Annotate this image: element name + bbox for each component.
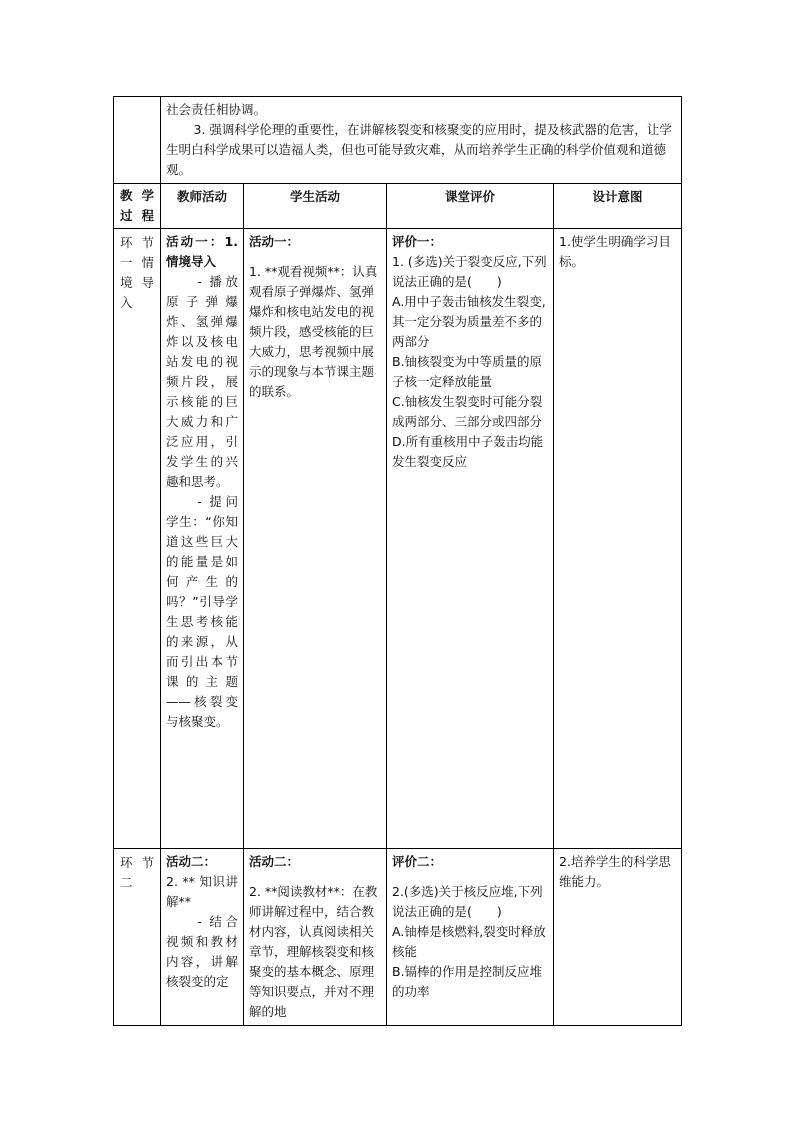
- teacher-activity-para: - 结合视频和教材内容，讲解核裂变的定: [166, 914, 238, 989]
- stage-name-1: 环节一情境导入: [114, 229, 161, 849]
- stage-row-2: [114, 849, 682, 1026]
- evaluation-2: [387, 849, 554, 1026]
- header-row: [114, 184, 682, 229]
- evaluation-option: A.用中子轰击铀核发生裂变,其一定分裂为质量差不多的两部分: [392, 294, 546, 349]
- stage-name-2: 环节二: [114, 849, 161, 1026]
- header-design: 设计意图: [554, 184, 682, 229]
- evaluation-option: C.铀核发生裂变时可能分裂成两部分、三部分或四部分: [392, 394, 543, 429]
- header-student: 学生活动: [244, 184, 387, 229]
- intro-line-2: 3. 强调科学伦理的重要性，在讲解核裂变和核聚变的应用时，提及核武器的危害，让学生明白科学成果可以造福人类，但也可能导致灾难，从而培养学生正确的科学价值观和道德观。: [166, 122, 672, 177]
- header-phase: 教学过程: [114, 184, 161, 229]
- evaluation-option: B.镉棒的作用是控制反应堆的功率: [392, 964, 543, 999]
- teacher-activity-title: 活动二：: [166, 854, 217, 869]
- stage-row-1: [114, 229, 682, 849]
- evaluation-title: 评价一：: [392, 234, 443, 249]
- evaluation-option: A.铀棒是核燃料,裂变时释放核能: [392, 924, 546, 959]
- teacher-activity-para: - 提问学生：“你知道这些巨大的能量是如何产生的吗？”引导学生思考核能的来源，从而引出本节课的主题——核裂变与核聚变。: [166, 494, 238, 729]
- evaluation-question: 2.(多选)关于核反应堆,下列说法正确的是( ): [392, 884, 543, 919]
- header-teacher: 教师活动: [161, 184, 244, 229]
- intro-row: [114, 97, 682, 184]
- student-activity-body: 1. **观看视频**：认真观看原子弹爆炸、氢弹爆炸和核电站发电的视频片段，感受核能的巨大威力，思考视频中展示的现象与本节课主题的联系。: [249, 264, 378, 399]
- evaluation-option: B.铀核裂变为中等质量的原子核一定释放能量: [392, 354, 543, 389]
- teacher-activity-title: 活动一：1. 情境导入: [166, 234, 238, 269]
- teacher-activity-1: [161, 229, 244, 849]
- teacher-activity-2: [161, 849, 244, 1026]
- student-activity-1: [244, 229, 387, 849]
- evaluation-1: [387, 229, 554, 849]
- evaluation-option: D.所有重核用中子轰击均能发生裂变反应: [392, 434, 544, 469]
- evaluation-title: 评价二：: [392, 854, 443, 869]
- intro-cell: [161, 97, 682, 184]
- lesson-plan-table: [113, 96, 682, 1026]
- evaluation-question: 1. (多选)关于裂变反应,下列说法正确的是( ): [392, 254, 547, 289]
- student-activity-body: 2. **阅读教材**：在教师讲解过程中，结合教材内容，认真阅读相关章节，理解核裂变和核聚变的基本概念、原理等知识要点，并对不理解的地: [249, 884, 378, 1019]
- student-activity-2: [244, 849, 387, 1026]
- intro-empty-cell: [114, 97, 161, 184]
- teacher-activity-para: - 播放原子弹爆炸、氢弹爆炸以及核电站发电的视频片段，展示核能的巨大威力和广泛应用，引发学生的兴趣和思考。: [166, 274, 238, 489]
- header-evaluation: 课堂评价: [387, 184, 554, 229]
- student-activity-title: 活动一：: [249, 234, 300, 249]
- design-intent-2: 2.培养学生的科学思维能力。: [554, 849, 682, 1026]
- student-activity-title: 活动二：: [249, 854, 300, 869]
- design-intent-1: 1.使学生明确学习目标。: [554, 229, 682, 849]
- teacher-activity-sub: 2. ** 知识讲解**: [166, 874, 238, 909]
- intro-line-1: 社会责任相协调。: [166, 102, 267, 117]
